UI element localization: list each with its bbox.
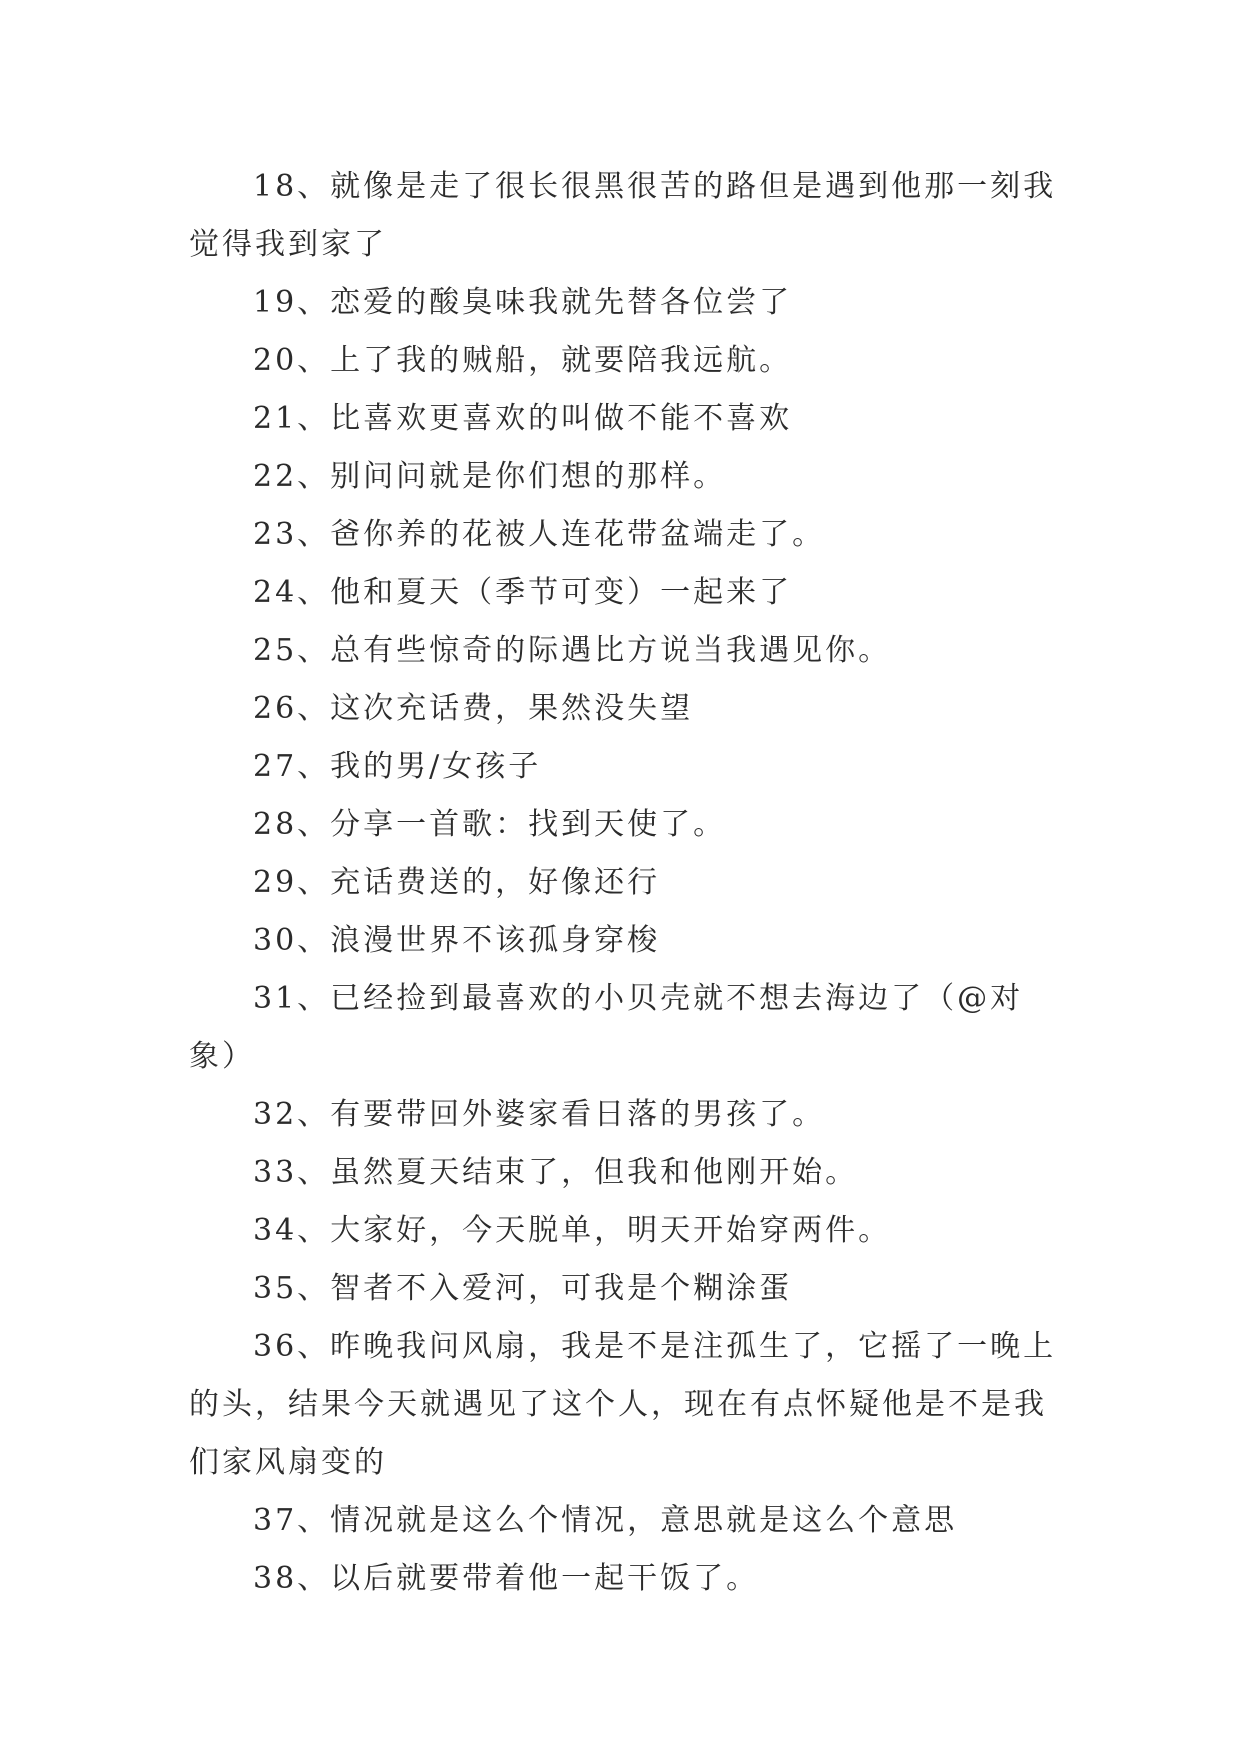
paragraph-22: 22、别问问就是你们想的那样。 [253, 459, 727, 494]
paragraph-21: 21、比喜欢更喜欢的叫做不能不喜欢 [253, 401, 793, 436]
paragraph-30: 30、浪漫世界不该孤身穿梭 [253, 923, 661, 958]
paragraph-32: 32、有要带回外婆家看日落的男孩了。 [253, 1097, 826, 1132]
paragraph-23: 23、爸你养的花被人连花带盆端走了。 [253, 517, 826, 552]
paragraph-28: 28、分享一首歌：找到天使了。 [253, 807, 727, 842]
paragraph-33: 33、虽然夏天结束了，但我和他刚开始。 [253, 1155, 859, 1190]
paragraph-26: 26、这次充话费，果然没失望 [253, 691, 694, 726]
paragraph-35: 35、智者不入爱河，可我是个糊涂蛋 [253, 1271, 793, 1306]
paragraph-19: 19、恋爱的酸臭味我就先替各位尝了 [253, 285, 793, 320]
paragraph-31: 31、已经捡到最喜欢的小贝壳就不想去海边了（@对象） [189, 981, 1024, 1074]
document-body [189, 158, 1059, 1608]
paragraph-38: 38、以后就要带着他一起干饭了。 [253, 1561, 760, 1596]
paragraph-27: 27、我的男/女孩子 [253, 749, 542, 784]
paragraph-18: 18、就像是走了很长很黑很苦的路但是遇到他那一刻我觉得我到家了 [189, 169, 1057, 262]
paragraph-29: 29、充话费送的，好像还行 [253, 865, 661, 900]
paragraph-34: 34、大家好，今天脱单，明天开始穿两件。 [253, 1213, 892, 1248]
paragraph-37: 37、情况就是这么个情况，意思就是这么个意思 [253, 1503, 958, 1538]
paragraph-24: 24、他和夏天（季节可变）一起来了 [253, 575, 793, 610]
paragraph-25: 25、总有些惊奇的际遇比方说当我遇见你。 [253, 633, 892, 668]
paragraph-20: 20、上了我的贼船，就要陪我远航。 [253, 343, 793, 378]
paragraph-36: 36、昨晚我问风扇，我是不是注孤生了，它摇了一晚上的头，结果今天就遇见了这个人，现在有点怀疑他是不是我们家风扇变的 [189, 1329, 1057, 1480]
